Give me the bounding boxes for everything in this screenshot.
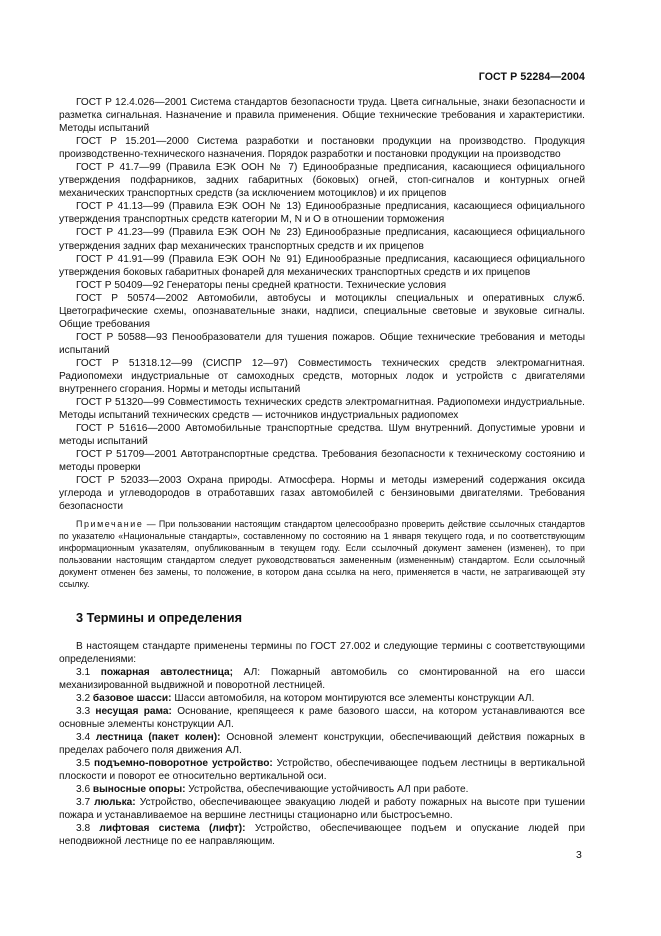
terms-list [59,666,585,849]
reference-item: ГОСТ Р 51616—2000 Автомобильные транспортные средства. Шум внутренний. Допустимые уровни и методы испытаний [59,423,585,448]
term-item [59,822,585,848]
term-item [59,705,585,731]
page-number: 3 [576,849,582,861]
reference-item: ГОСТ Р 41.13—99 (Правила ЕЭК ООН № 13) Единообразные предписания, касающиеся официального утверждения транспортных средств категории M, N и O в отношении торможения [59,201,585,226]
reference-note [59,518,585,590]
term-number: 3.3 [76,706,91,718]
term-definition: Устройства, обеспечивающие устойчивость АЛ при работе. [185,784,469,796]
normative-references-list [59,96,585,514]
term-definition: Основной элемент конструкции, обеспечивающий действия пожарных в пределах рабочего поля движения АЛ. [59,732,585,757]
reference-item: ГОСТ Р 12.4.026—2001 Система стандартов безопасности труда. Цвета сигнальные, знаки безопасности и разметка сигнальная. Назначение и правила применения. Общие технические требования и характеристики. Методы испытаний [59,97,585,135]
term-item [59,796,585,822]
term-name: пожарная автолестница; [100,666,233,678]
reference-item: ГОСТ Р 51320—99 Совместимость технических средств электромагнитная. Радиопомехи индустриальные. Методы испытаний технических средств — источников индустриальных радиопомех [59,397,585,422]
section-intro: В настоящем стандарте применены термины по ГОСТ 27.002 и следующие термины с соответствующими определениями: [59,640,585,665]
section-title: 3 Термины и определения [76,610,243,625]
term-definition: Основание, крепящееся к раме базового шасси, на котором устанавливаются все основные элементы конструкции АЛ. [59,706,585,731]
term-item [59,666,585,692]
term-name: базовое шасси: [92,692,172,704]
term-item [59,692,585,705]
term-name: подъемно-поворотное устройство: [93,758,273,770]
page-content [59,96,585,849]
term-number: 3.4 [76,732,91,744]
reference-item: ГОСТ Р 52033—2003 Охрана природы. Атмосфера. Нормы и методы измерений содержания оксида углерода и углеводородов в отработавших газах автомобилей с бензиновыми двигателями. Требования безопасности [59,475,585,513]
term-item [59,783,585,796]
term-name: несущая рама: [95,706,172,718]
reference-item: ГОСТ Р 50574—2002 Автомобили, автобусы и мотоциклы специальных и оперативных служб. Цветографические схемы, опознавательные знаки, надписи, специальные световые и звуковые сигналы. Общие требования [59,292,585,330]
term-definition: АЛ: Пожарный автомобиль со смонтированной на его шасси механизированной выдвижной и поворотной лестницей. [59,666,585,691]
term-name: выносные опоры: [92,784,186,796]
term-item [59,757,585,783]
reference-item: ГОСТ Р 51709—2001 Автотранспортные средства. Требования безопасности к техническому состоянию и методы проверки [59,449,585,474]
reference-item: ГОСТ Р 15.201—2000 Система разработки и постановки продукции на производство. Продукция производственно-технического назначения. Порядок разработки и постановки продукции на производство [59,136,585,161]
term-definition: Устройство, обеспечивающее эвакуацию людей и работу пожарных на высоте при тушении пожара и устанавливаемое на вершине лестницы стационарно или быстросъемно. [59,797,585,822]
note-text: — При пользовании настоящим стандартом целесообразно проверить действие ссылочных стандартов по указателю «Национальные стандарты», составленному по состоянию на 1 января текущего года, и по соответствующим информационным указателям, опубликованным в текущем году. Если ссылочный документ заменен (изменен), то при пользовании настоящим стандартом следует руководствоваться замененным (измененным) стандартом. Если ссылочный документ отменен без замены, то положение, в котором дана ссылка на него, применяется в части, не затрагивающей эту ссылку. [59,518,585,589]
term-number: 3.6 [76,784,91,796]
term-number: 3.1 [76,666,91,678]
reference-item: ГОСТ Р 50588—93 Пенообразователи для тушения пожаров. Общие технические требования и методы испытаний [59,331,585,356]
term-definition: Шасси автомобиля, на котором монтируются все элементы конструкции АЛ. [171,692,535,704]
term-name: лифтовая система (лифт): [99,823,246,835]
reference-item: ГОСТ Р 50409—92 Генераторы пены средней кратности. Технические условия [76,279,447,291]
term-item [59,731,585,757]
reference-item: ГОСТ Р 41.23—99 (Правила ЕЭК ООН № 23) Единообразные предписания, касающиеся официального утверждения задних фар механических транспортных средств и их прицепов [59,227,585,252]
term-number: 3.5 [76,758,91,770]
reference-item: ГОСТ Р 51318.12—99 (СИСПР 12—97) Совместимость технических средств электромагнитная. Радиопомехи индустриальные от самоходных средств, моторных лодок и устройств с двигателями внутреннего сгорания. Нормы и методы испытаний [59,357,585,396]
document-code-header: ГОСТ Р 52284—2004 [478,71,585,83]
term-name: люлька: [94,797,136,809]
term-definition: Устройство, обеспечивающее подъем и опускание людей при неподвижной лестнице по ее направляющим. [59,823,585,848]
term-number: 3.7 [76,797,91,809]
reference-item: ГОСТ Р 41.7—99 (Правила ЕЭК ООН № 7) Единообразные предписания, касающиеся официального утверждения подфарников, задних габаритных (боковых) огней, стоп-сигналов и контурных огней механических транспортных средств (за исключением мотоциклов) и их прицепов [59,162,585,200]
term-number: 3.8 [76,823,91,835]
reference-item: ГОСТ Р 41.91—99 (Правила ЕЭК ООН № 91) Единообразные предписания, касающиеся официального утверждения боковых габаритных фонарей для механических транспортных средств и их прицепов [59,253,585,278]
term-number: 3.2 [76,692,91,704]
note-paragraph [59,518,585,590]
note-label: Примечание [76,518,144,529]
term-definition: Устройство, обеспечивающее подъем лестницы в вертикальной плоскости и поворот ее относительно вертикальной оси. [59,758,585,783]
term-name: лестница (пакет колен): [95,732,221,744]
